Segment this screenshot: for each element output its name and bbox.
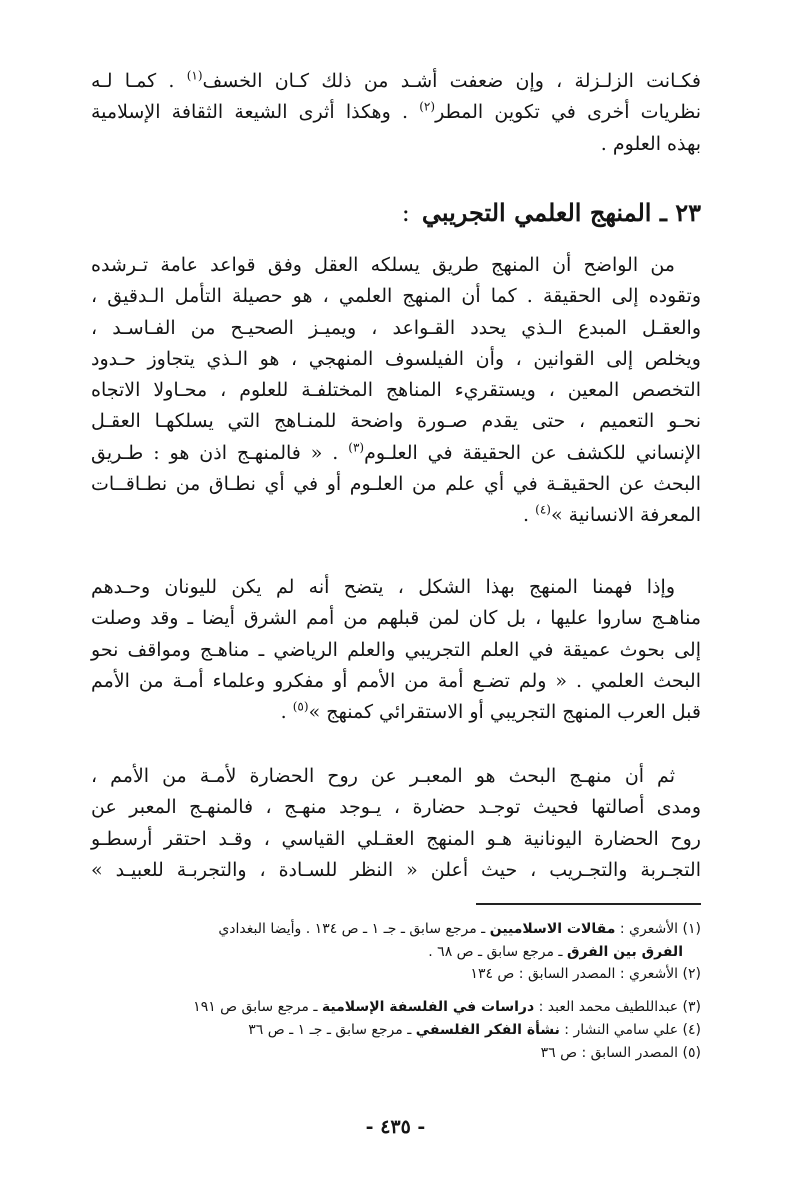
footnote-2: (٢) الأشعري : المصدر السابق : ص ١٣٤ [470,966,701,983]
text-line: مناهـج ساروا عليها ، بل كان لمن قبلهم من أمم الشرق أيضا ـ وقد وصلت [91,607,701,630]
footnote-1-continued: الفرق بين الفرق ـ مرجع سابق ـ ص ٦٨ . [428,943,683,960]
text-line: التخصص المعين ، ويستقريء المناهج المختلفـة للعلوم ، محـاولا الاتجاه [91,379,701,402]
text-line: البحث عن الحقيقـة في أي علم من العلـوم أو في أي نطـاق من نطـاقــات [91,473,701,496]
text-line: ويخلص إلى القوانين ، وأن الفيلسوف المنهجي ، هو الـذي يتجاوز حـدود [91,347,701,370]
text-line: قبل العرب المنهج التجريبي أو الاستقرائي كمنهج »$^{(٥)}$ . [280,699,701,724]
paragraph-eastern-methods [91,572,701,728]
footnote-3: (٣) عبداللطيف محمد العبد : دراسات في الفلسفة الإسلامية ـ مرجع سابق ص ١٩١ [193,999,701,1016]
text-line: البحث العلمي . « ولم تضـع أمة من الأمم أو مفكرو وعلماء أمـة من الأمم [91,669,701,692]
text-line: روح الحضارة اليونانية هـو المنهج العقـلي القياسي ، وقـد احتقر أرسطـو [91,827,701,850]
footnote-ref: (٥) [292,699,309,714]
footnotes [91,918,701,1064]
text-line: بهذه العلوم . [600,132,701,155]
text-line: ثم أن منهـج البحث هو المعبـر عن روح الحضارة لأمـة من الأمم ، [91,765,675,787]
text-line: التجـربة والتجـريب ، حيث أعلن « النظر للسـادة ، والتجربـة للعبيـد » [91,858,701,881]
intro-paragraph [91,66,701,160]
text-line: إلى بحوث عميقة في العلم التجريبي والعلم الرياضي ـ مناهـج ومواقف نحو [91,638,701,661]
footnote-divider [476,903,701,905]
text-line: المعرفة الانسانية »$^{(٤)}$ . [523,503,701,527]
text-line: وإذا فهمنا المنهج بهذا الشكل ، يتضح أنه لم يكن لليونان وحـدهم [91,576,675,598]
paragraph-method-definition [91,250,701,532]
text-line: نظريات أخرى في تكوين المطر$^{(٢)}$ . وهكذا أثرى الشيعة الثقافة الإسلامية [91,99,702,124]
footnote-ref: (٤) [535,503,551,518]
footnote-5: (٥) المصدر السابق : ص ٣٦ [540,1044,701,1061]
text-line: نحـو التعميم ، حتى يقدم صـورة واضحة للمنـاهج التي يسلكهـا العقـل [91,410,701,433]
text-line: والعقـل المبدع الـذي يحدد القـواعد ، ويميـز الصحيـح من الفـاسـد ، [91,316,701,339]
text-line: الإنساني للكشف عن الحقيقة في العلـوم$^{(٣)}$ . « فالمنهـج اذن هو : طـريق [91,440,701,464]
text-line: فكـانت الزلـزلة ، وإن ضعفت أشـد من ذلك كـان الخسف$^{(١)}$ . كمـا لـه [91,68,701,92]
footnote-4: (٤) علي سامي النشار : نشأة الفكر الفلسفي ـ مرجع سابق ـ جـ ١ ـ ص ٣٦ [248,1021,701,1038]
page-number: - ٤٣٥ - [365,1116,426,1138]
text-line: من الواضح أن المنهج طريق يسلكه العقل وفق قواعد عامة تـرشده [91,254,675,276]
footnote-ref: (٢) [419,99,436,114]
footnote-1: (١) الأشعري : مقالات الاسلاميين ـ مرجع سابق ـ جـ ١ ـ ص ١٣٤ . وأيضا البغدادي [218,921,701,937]
paragraph-civilization [91,761,701,886]
section-heading: ٢٣ ـ المنهج العلمي التجريبي: [401,198,701,227]
text-line: ومدى أصالتها فحيث توجـد حضارة ، يـوجد منهـج ، فالمنهـج المعبر عن [91,796,701,819]
text-line: وتقوده إلى الحقيقة . كما أن المنهج العلمي ، هو حصيلة التأمل الـدقيق ، [91,285,701,308]
footnote-ref: (٣) [348,440,365,455]
footnote-ref: (١) [186,68,203,83]
